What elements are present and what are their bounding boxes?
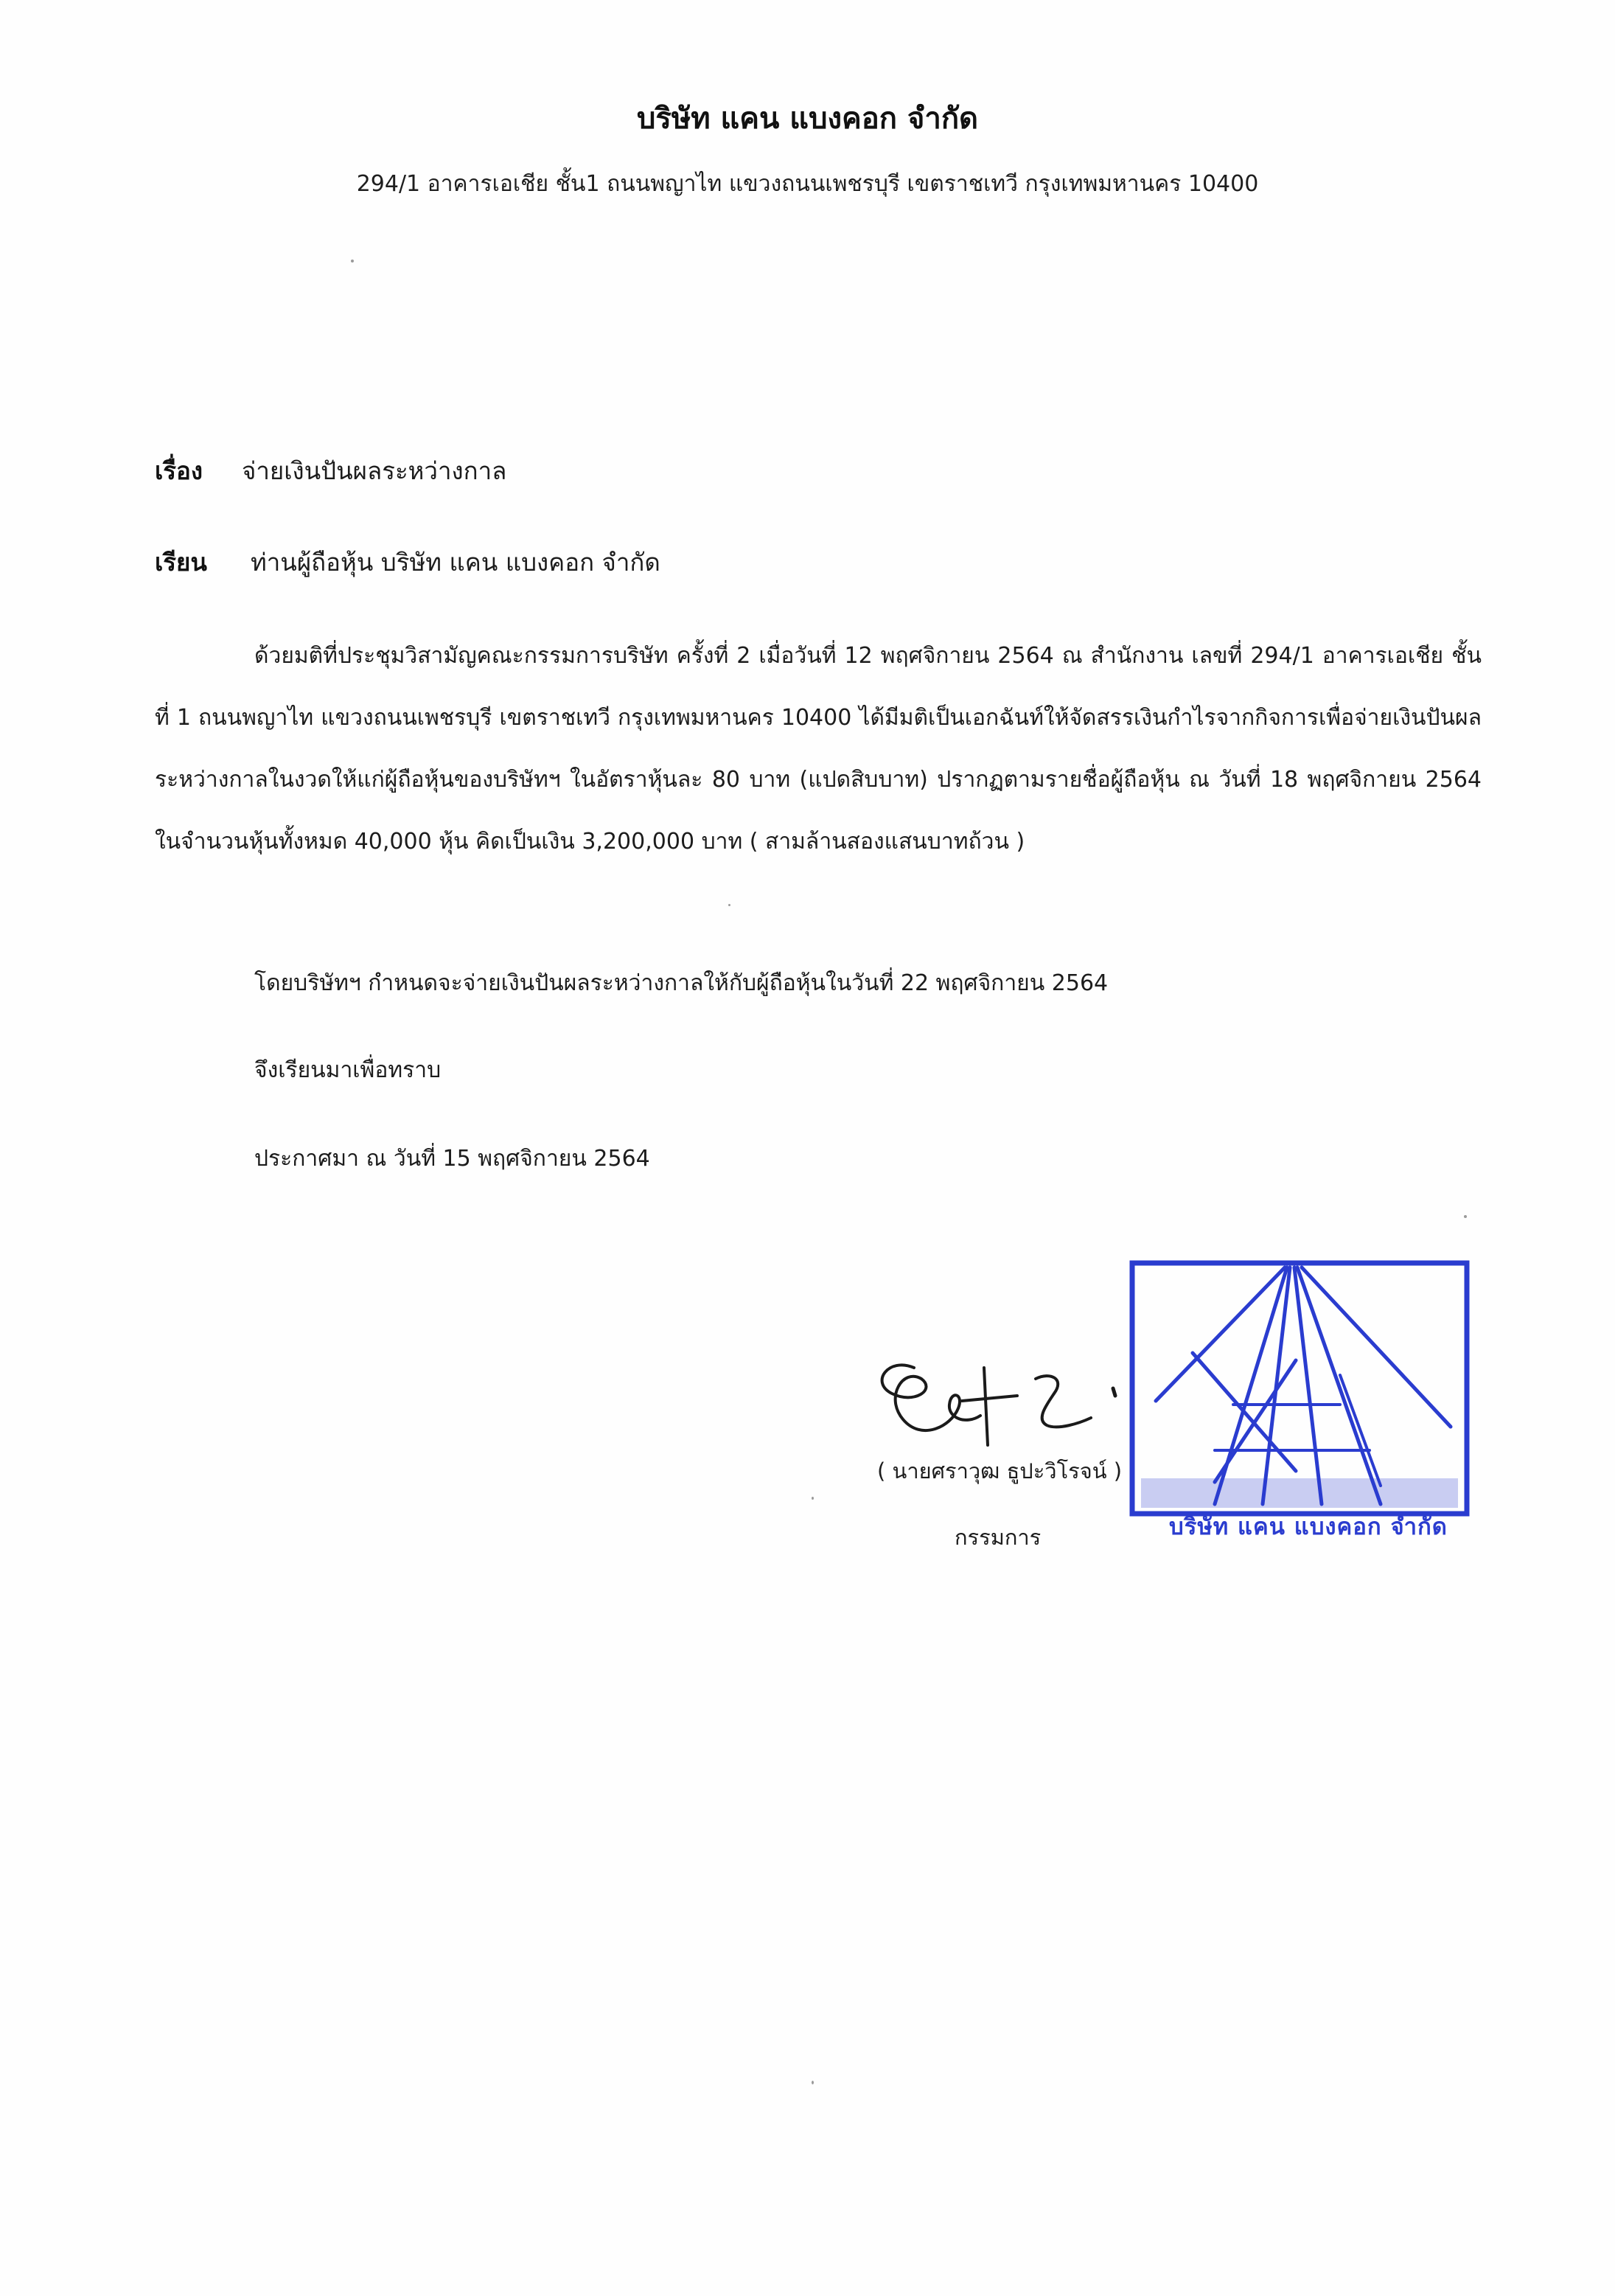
subject-label: เรื่อง (155, 456, 203, 485)
scan-speck (728, 904, 730, 906)
payment-line: โดยบริษัทฯ กำหนดจะจ่ายเงินปันผลระหว่างกาลให้กับผู้ถือหุ้นในวันที่ 22 พฤศจิกายน 2564 (254, 970, 1109, 996)
signature-mark (870, 1338, 1135, 1449)
scan-speck (351, 260, 354, 262)
addressee-row (155, 543, 660, 582)
signer-title: กรรมการ (955, 1525, 1042, 1550)
company-address: 294/1 อาคารเอเชีย ชั้น1 ถนนพญาไท แขวงถนนเพชรบุรี เขตราชเทวี กรุงเทพมหานคร 10400 (356, 171, 1259, 197)
signer-name: ( นายศราวุฒ ธูปะวิโรจน์ ) (877, 1458, 1123, 1483)
addressee-text: ท่านผู้ถือหุ้น บริษัท แคน แบงคอก จำกัด (251, 548, 660, 577)
announce-line: ประกาศมา ณ วันที่ 15 พฤศจิกายน 2564 (254, 1146, 650, 1172)
addressee-label: เรียน (155, 548, 207, 577)
scan-speck (812, 2081, 814, 2084)
subject-row (155, 451, 506, 490)
company-name: บริษัท แคน แบงคอก จำกัด (636, 102, 979, 136)
body-paragraph: ด้วยมติที่ประชุมวิสามัญคณะกรรมการบริษัท ครั้งที่ 2 เมื่อวันที่ 12 พฤศจิกายน 2564 ณ สำนักงาน เลขที่ 294/1 อาคารเอเชีย ชั้นที่ 1 ถนนพญาไท แขวงถนนเพชรบุรี เขตราชเทวี กรุงเทพมหานคร 10400 ได้มีมติเป็นเอกฉันท์ให้จัดสรรเงินกำไรจากกิจการเพื่อจ่ายเงินปันผลระหว่างกาลในงวดให้แก่ผู้ถือหุ้นของบริษัทฯ ในอัตราหุ้นละ 80 บาท (แปดสิบบาท) ปรากฏตามรายชื่อผู้ถือหุ้น ณ วันที่ 18 พฤศจิกายน 2564 ในจำนวนหุ้นทั้งหมด 40,000 หุ้น คิดเป็นเงิน 3,200,000 บาท ( สามล้านสองแสนบาทถ้วน ) (155, 643, 1482, 855)
closing-line: จึงเรียนมาเพื่อทราบ (254, 1057, 442, 1083)
subject-text: จ่ายเงินปันผลระหว่างกาล (242, 456, 507, 485)
stamp-text: บริษัท แคน แบงคอก จำกัด (1169, 1514, 1448, 1540)
scan-speck (1464, 1215, 1467, 1218)
scan-speck (812, 1497, 814, 1500)
company-stamp (1126, 1257, 1473, 1546)
